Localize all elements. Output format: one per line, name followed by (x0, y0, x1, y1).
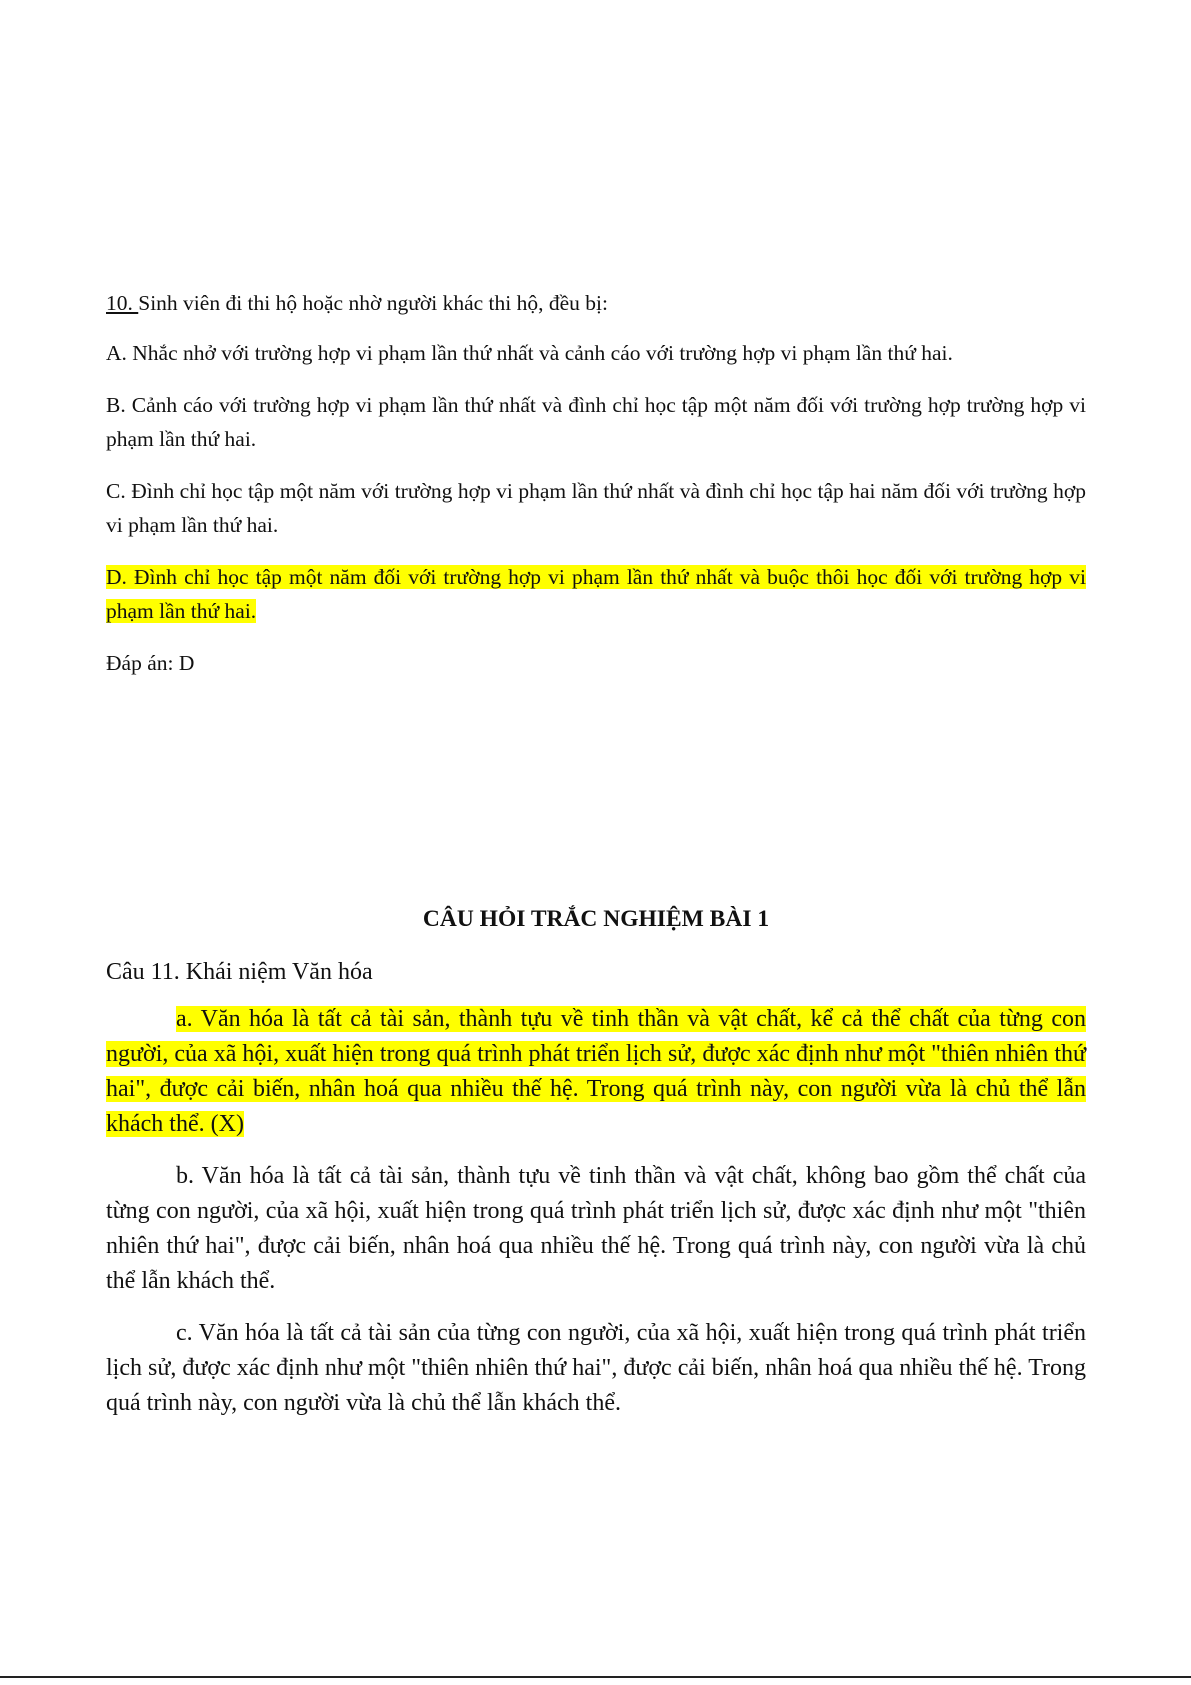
question-10-answer: Đáp án: D (106, 651, 195, 675)
question-10-option-d-text: D. Đình chỉ học tập một năm đối với trường hợp vi phạm lần thứ nhất và buộc thôi học đối với trường hợp vi phạm lần thứ hai. (106, 565, 1086, 623)
question-11-option-c-text: c. Văn hóa là tất cả tài sản của từng con người, của xã hội, xuất hiện trong quá trình phát triển lịch sử, được xác định như một "thiên nhiên thứ hai", được cải biến, nhân hoá qua nhiều thế hệ. Trong quá trình này, con người vừa là chủ thể lẫn khách thể. (106, 1320, 1086, 1416)
question-10-option-b-text: B. Cảnh cáo với trường hợp vi phạm lần thứ nhất và đình chỉ học tập một năm đối với trường hợp trường hợp vi phạm lần thứ hai. (106, 393, 1086, 451)
question-10-option-c (106, 474, 1086, 542)
section-title: CÂU HỎI TRẮC NGHIỆM BÀI 1 (422, 906, 770, 932)
question-11 (106, 955, 1086, 1438)
question-10 (106, 286, 1086, 680)
question-10-stem (106, 286, 1086, 320)
question-10-option-c-text: C. Đình chỉ học tập một năm với trường hợp vi phạm lần thứ nhất và đình chỉ học tập hai năm đối với trường hợp vi phạm lần thứ hai. (106, 479, 1086, 537)
question-11-option-b (106, 1159, 1086, 1299)
question-11-stem: Câu 11. Khái niệm Văn hóa (106, 959, 373, 985)
question-10-stem-text: Sinh viên đi thi hộ hoặc nhờ người khác thi hộ, đều bị: (138, 291, 608, 315)
question-10-option-d (106, 560, 1086, 628)
question-10-option-a-text: A. Nhắc nhở với trường hợp vi phạm lần thứ nhất và cảnh cáo với trường hợp vi phạm lần thứ hai. (106, 341, 953, 365)
question-11-option-a (106, 1002, 1086, 1142)
question-10-option-b (106, 388, 1086, 456)
question-11-option-a-text: a. Văn hóa là tất cả tài sản, thành tựu về tinh thần và vật chất, kể cả thể chất của từng con người, của xã hội, xuất hiện trong quá trình phát triển lịch sử, được xác định như một "thiên nhiên thứ hai", được cải biến, nhân hoá qua nhiều thế hệ. Trong quá trình này, con người vừa là chủ thể lẫn khách thể. (X) (106, 1006, 1086, 1137)
question-11-option-b-text: b. Văn hóa là tất cả tài sản, thành tựu về tinh thần và vật chất, không bao gồm thể chất của từng con người, của xã hội, xuất hiện trong quá trình phát triển lịch sử, được xác định như một "thiên nhiên thứ hai", được cải biến, nhân hoá qua nhiều thế hệ. Trong quá trình này, con người vừa là chủ thể lẫn khách thể. (106, 1163, 1086, 1294)
page-bottom-divider (0, 1676, 1191, 1678)
question-10-option-a (106, 336, 1086, 370)
question-10-number: 10. (106, 291, 139, 315)
question-11-option-c (106, 1316, 1086, 1421)
